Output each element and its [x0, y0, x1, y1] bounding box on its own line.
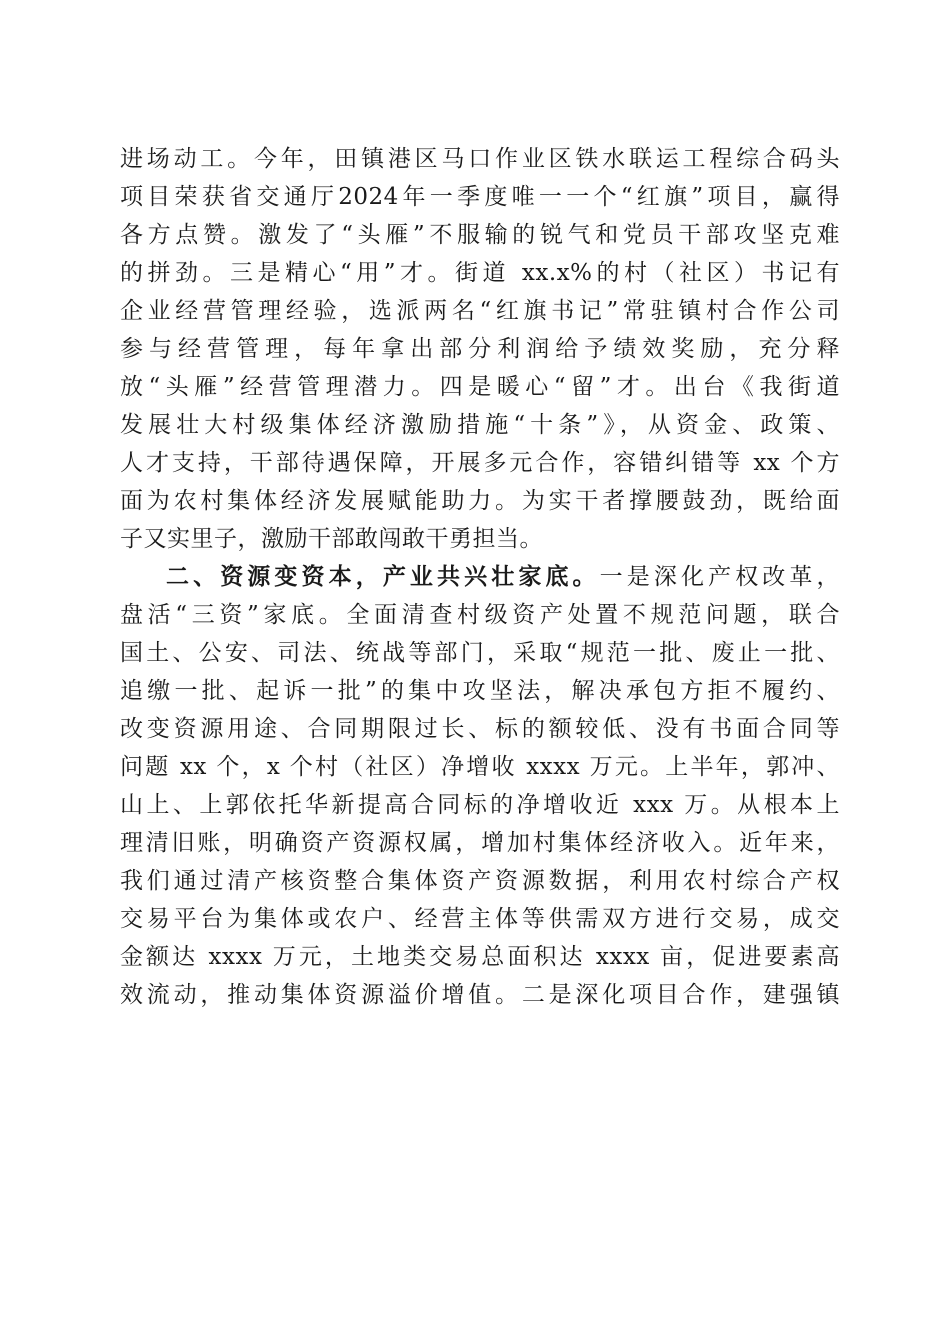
text-line: 理清旧账，明确资产资源权属，增加村集体经济收入。近年来， [120, 830, 840, 856]
text-line: 发展壮大村级集体经济激励措施“十条”》，从资金、政策、 [120, 412, 840, 438]
text-line: 我们通过清产核资整合集体资产资源数据，利用农村综合产权 [120, 868, 840, 894]
text-line: 山上、上郭依托华新提高合同标的净增收近 xxx 万。从根本上 [120, 792, 840, 818]
section-heading-rest: 一是深化产权改革， [599, 564, 841, 590]
text-line: 放“头雁”经营管理潜力。四是暖心“留”才。出台《我街道 [120, 374, 840, 400]
text-line: 进场动工。今年，田镇港区马口作业区铁水联运工程综合码头 [120, 146, 840, 172]
text-line: 交易平台为集体或农户、经营主体等供需双方进行交易，成交 [120, 906, 840, 932]
text-line: 子又实里子，激励干部敢闯敢干勇担当。 [120, 526, 543, 552]
text-line: 追缴一批、起诉一批”的集中攻坚法，解决承包方拒不履约、 [120, 678, 840, 704]
text-line: 企业经营管理经验，选派两名“红旗书记”常驻镇村合作公司 [120, 298, 840, 324]
text-line: 面为农村集体经济发展赋能助力。为实干者撑腰鼓劲，既给面 [120, 488, 840, 514]
section-heading: 二、资源变资本，产业共兴壮家底。 [166, 563, 600, 590]
text-line: 效流动，推动集体资源溢价增值。二是深化项目合作，建强镇 [120, 982, 840, 1008]
paragraph-2 [120, 558, 840, 1014]
text-line: 国土、公安、司法、统战等部门，采取“规范一批、废止一批、 [120, 640, 840, 666]
text-line: 各方点赞。激发了“头雁”不服输的锐气和党员干部攻坚克难 [120, 222, 840, 248]
text-line: 人才支持，干部待遇保障，开展多元合作，容错纠错等 xx 个方 [120, 450, 840, 476]
text-line: 问题 xx 个，x 个村（社区）净增收 xxxx 万元。上半年，郭冲、 [120, 754, 840, 780]
text-line: 项目荣获省交通厅2024年一季度唯一一个“红旗”项目，赢得 [120, 184, 840, 210]
text-line: 盘活“三资”家底。全面清查村级资产处置不规范问题，联合 [120, 602, 840, 628]
document-body [120, 140, 840, 1014]
text-line: 的拼劲。三是精心“用”才。街道 xx.x%的村（社区）书记有 [120, 260, 840, 286]
text-line: 金额达 xxxx 万元，土地类交易总面积达 xxxx 亩，促进要素高 [120, 944, 840, 970]
text-line: 参与经营管理，每年拿出部分利润给予绩效奖励，充分释 [120, 336, 840, 362]
text-line: 改变资源用途、合同期限过长、标的额较低、没有书面合同等 [120, 716, 840, 742]
section-heading-line [120, 558, 840, 596]
paragraph-1 [120, 140, 840, 558]
